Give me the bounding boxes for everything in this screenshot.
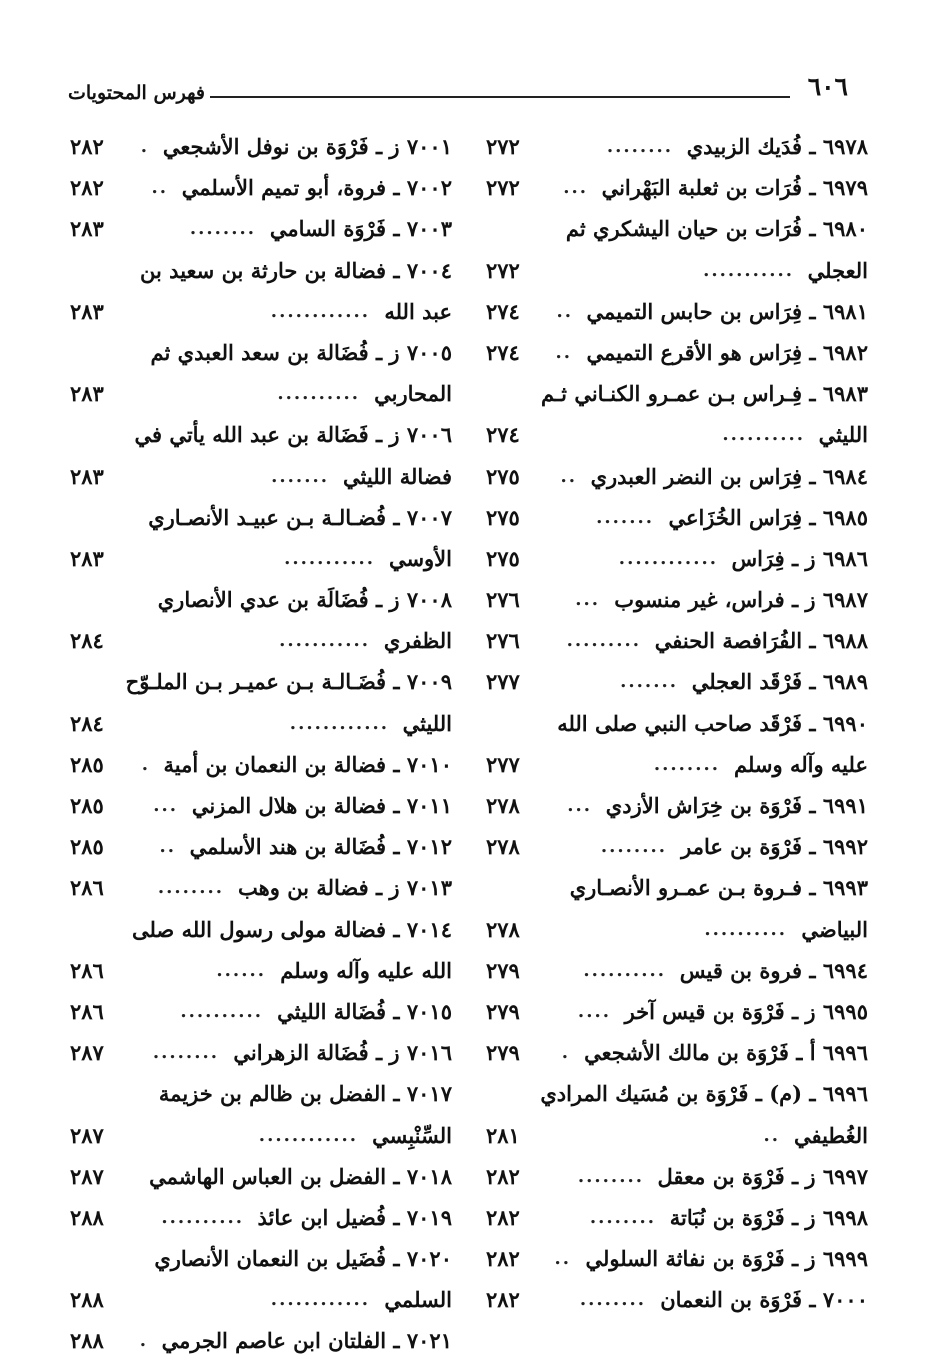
entry-title: ٧٠١٥ ـ فُضَالة الليثي (277, 998, 452, 1024)
page-ref: ٢٧٦ (486, 628, 520, 654)
index-entry (486, 1238, 868, 1279)
leader-dots: . (139, 1330, 148, 1352)
index-entry (70, 126, 452, 167)
index-entry (70, 950, 452, 991)
leader-dots: ... (567, 795, 592, 816)
leader-dots: . (140, 136, 149, 157)
leader-dots: ............ (270, 1289, 370, 1311)
entry-title: ٦٩٧٨ ـ فُدَيك الزبيدي (686, 134, 868, 159)
leader-dots: .......... (180, 1000, 263, 1022)
leader-dots: ......... (566, 630, 641, 652)
index-entry (70, 208, 452, 249)
page-ref: ٢٨٦ (70, 875, 104, 901)
page-ref: ٢٨٢ (486, 1163, 520, 1189)
index-entry (486, 579, 868, 620)
leader-dots: ............ (289, 712, 389, 734)
page-ref: ٢٨٣ (70, 545, 104, 571)
leader-dots: ........ (600, 836, 667, 858)
index-entry (486, 456, 868, 497)
index-entry (70, 620, 452, 661)
index-entry (70, 1073, 452, 1114)
entry-title: ٦٩٨٢ ـ فِرَاس هو الأقرع التميمي (586, 339, 868, 365)
index-entry (70, 332, 452, 373)
entry-title: ٦٩٩٧ ز ـ فَرْوَة بن معقل (657, 1163, 868, 1189)
index-entry (486, 1279, 868, 1320)
leader-dots: .......... (583, 959, 666, 981)
leader-dots: ....... (620, 671, 678, 693)
page-ref: ٢٧٢ (486, 175, 520, 201)
page-ref: ٢٧٤ (486, 298, 520, 324)
entry-title: ٦٩٨٤ ـ فِرَاس بن النضر العبدري (590, 463, 868, 489)
entry-title: ٧٠١١ ـ فضالة بن هلال المزني (191, 793, 452, 818)
entry-title: ٦٩٨٥ ـ فِرَاس الخُزَاعي (668, 504, 868, 530)
leader-dots: .. (555, 341, 572, 363)
entry-title: ٧٠٢٠ ـ فُضَيل بن النعمان الأنصاري (154, 1246, 452, 1272)
entry-title: ٦٩٨٨ ـ الفُرَافصة الحنفي (654, 628, 868, 654)
index-entry (486, 867, 868, 908)
page-ref: ٢٨٢ (70, 134, 104, 159)
entry-title: البياضي (801, 916, 868, 942)
index-entry (486, 208, 868, 249)
index-entry (486, 744, 868, 785)
index-entry (70, 414, 452, 455)
entry-title: ٧٠٠٦ ز ـ فَضَالة بن عبد الله يأتي في (134, 422, 452, 448)
page-ref: ٢٧٩ (486, 998, 520, 1024)
index-entry (70, 1238, 452, 1279)
index-entry (70, 1279, 452, 1320)
page-ref: ٢٨٦ (70, 957, 104, 983)
leader-dots: . (141, 753, 150, 775)
entry-title: ٦٩٩١ ـ فَرْوَة بن خِرَاش الأزدي (605, 793, 868, 818)
index-entry (486, 497, 868, 538)
index-entry (486, 991, 868, 1032)
page-ref: ٢٨٥ (70, 793, 104, 818)
index-entry (486, 785, 868, 826)
page-ref: ٢٧٥ (486, 463, 520, 489)
index-entry (486, 332, 868, 373)
index-entry (70, 497, 452, 538)
entry-title: ٦٩٩٥ ز ـ فَرْوَة بن قيس آخر (624, 998, 868, 1024)
leader-dots: ........ (606, 136, 673, 157)
index-entry (486, 1156, 868, 1197)
entry-title: ٦٩٨٧ ز ـ فراس، غير منسوب (614, 587, 868, 613)
index-entry (70, 250, 452, 291)
entry-title: السلمي (384, 1287, 452, 1313)
entry-title: المحاربي (374, 381, 452, 407)
leader-dots: .. (554, 1248, 571, 1270)
index-entry (486, 1032, 868, 1073)
leader-dots: ........ (152, 1042, 219, 1064)
index-entry (486, 909, 868, 950)
index-entry (486, 1073, 868, 1114)
entry-title: ٦٩٩٠ ـ فَرْقَد صاحب النبي صلى الله (557, 710, 868, 736)
entry-title: الليثي (818, 422, 868, 448)
page-ref: ٢٨٧ (70, 1040, 104, 1066)
page-ref: ٢٧٢ (486, 134, 520, 159)
leader-dots: ........... (279, 630, 370, 652)
index-entry (70, 579, 452, 620)
entry-title: ٦٩٨٦ ز ـ فِرَاس (731, 545, 868, 571)
entry-title: ٧٠١٨ ـ الفضل بن العباس الهاشمي (149, 1163, 452, 1189)
index-entry (70, 785, 452, 826)
entry-title: عليه وآله وسلم (734, 751, 868, 777)
index-entry (70, 291, 452, 332)
page-ref: ٢٨٥ (70, 751, 104, 777)
entry-title: ٧٠٠٧ ـ فُضـالـة بـن عبيـد الأنصـاري (148, 504, 452, 530)
leader-dots: ........ (589, 1206, 656, 1228)
entry-title: ٧٠٠٨ ز ـ فُضَالَة بن عدي الأنصاري (157, 587, 452, 613)
entry-title: ٧٠٠١ ز ـ فَرْوَة بن نوفل الأشجعي (162, 134, 452, 159)
index-entry (70, 826, 452, 867)
entry-title: ٦٩٨٩ ـ فَرْقَد العجلي (691, 669, 868, 695)
leader-dots: ........... (284, 547, 375, 569)
page-ref: ٢٨٣ (70, 298, 104, 324)
page-ref: ٢٧٢ (486, 257, 520, 283)
index-entry (70, 1320, 452, 1361)
leader-dots: .......... (722, 424, 805, 446)
index-entry (486, 620, 868, 661)
index-entry (70, 456, 452, 497)
page-ref: ٢٧٤ (486, 339, 520, 365)
leader-dots: ........ (653, 753, 720, 775)
leader-dots: ........... (703, 259, 794, 281)
page-ref: ٢٨٣ (70, 381, 104, 407)
index-entry (70, 1115, 452, 1156)
index-entry (486, 826, 868, 867)
leader-dots: .. (763, 1124, 780, 1146)
page-ref: ٢٧٨ (486, 834, 520, 860)
index-entry (486, 538, 868, 579)
entry-title: ٧٠٠٠ ـ فَرْوَة بن النعمان (660, 1287, 868, 1313)
index-entry (486, 126, 868, 167)
page-number: ٦٠٦ (807, 72, 848, 101)
entry-title: ٧٠٢١ ـ الفلتان ابن عاصم الجرمي (161, 1328, 452, 1354)
page-ref: ٢٧٩ (486, 1040, 520, 1066)
header-rule (210, 96, 790, 98)
index-entry (486, 291, 868, 332)
index-entry (70, 1032, 452, 1073)
entry-title: الليثي (402, 710, 452, 736)
entry-title: ٦٩٩٤ ـ فروة بن قيس (679, 957, 868, 983)
index-entry (486, 1115, 868, 1156)
leader-dots: ........ (579, 1289, 646, 1311)
page-ref: ٢٨٤ (70, 710, 104, 736)
leader-dots: .. (151, 177, 168, 199)
page-ref: ٢٨٨ (70, 1204, 104, 1230)
entry-title: ٦٩٩٨ ز ـ فَرْوَة بن نُبَاتة (669, 1204, 868, 1230)
entry-title: فضالة الليثي (343, 463, 452, 489)
index-entry (70, 703, 452, 744)
index-entry (70, 538, 452, 579)
index-entry (70, 661, 452, 702)
entry-title: ٦٩٨٠ ـ فُرَات بن حيان اليشكري ثم (565, 216, 868, 242)
page-ref: ٢٧٩ (486, 957, 520, 983)
entry-title: ٧٠٠٣ ـ فَرْوَة السامي (269, 216, 452, 242)
entry-title: ٦٩٨٣ ـ فِـراس بـن عمـرو الكنـاني ثـم (541, 381, 868, 407)
entry-title: عبد الله (384, 298, 452, 324)
index-entry (70, 1156, 452, 1197)
index-entry (486, 373, 868, 414)
leader-dots: . (561, 1042, 570, 1064)
entry-title: ٦٩٩٦ أ ـ فَرْوَة بن مالك الأشجعي (584, 1040, 868, 1066)
leader-dots: .. (556, 300, 573, 322)
page-ref: ٢٧٦ (486, 587, 520, 613)
page-ref: ٢٨٣ (70, 216, 104, 242)
index-entry (70, 1197, 452, 1238)
leader-dots: ........ (577, 1165, 644, 1187)
section-title: فهرس المحتويات (68, 82, 205, 104)
entry-title: ٦٩٩٢ ـ فَرْوَة بن عامر (681, 834, 868, 860)
leader-dots: ............ (270, 300, 370, 322)
entry-title: ٦٩٨١ ـ فِرَاس بن حابس التميمي (586, 298, 868, 324)
entry-title: ٦٩٧٩ ـ فُرَات بن ثعلبة البَهْراني (601, 175, 868, 201)
leader-dots: ............ (618, 547, 718, 569)
index-entry (70, 167, 452, 208)
page-ref: ٢٨٢ (486, 1246, 520, 1272)
entry-title: العجلي (807, 257, 868, 283)
page-ref: ٢٧٧ (486, 751, 520, 777)
index-entry (486, 250, 868, 291)
index-column-right (486, 126, 868, 1320)
index-entry (486, 661, 868, 702)
leader-dots: ... (563, 177, 588, 199)
index-entry (70, 373, 452, 414)
leader-dots: ....... (596, 506, 654, 528)
entry-title: ٧٠١٢ ـ فُضَالة بن هند الأسلمي (189, 834, 452, 860)
page-ref: ٢٧٥ (486, 545, 520, 571)
entry-title: السِّنْبِسي (372, 1122, 452, 1148)
entry-title: ٧٠١٩ ـ فُضيل ابن عائذ (257, 1204, 452, 1230)
index-entry (70, 744, 452, 785)
page-ref: ٢٨٥ (70, 834, 104, 860)
entry-title: الغُطيفي (793, 1122, 868, 1148)
entry-title: ٦٩٩٦ ـ (م) ـ فَرْوَة بن مُسَيك المرادي (540, 1081, 868, 1107)
page-ref: ٢٨١ (486, 1122, 520, 1148)
entry-title: ٦٩٩٣ ـ فـروة بـن عمـرو الأنصـاري (569, 875, 868, 901)
page-ref: ٢٨٦ (70, 998, 104, 1024)
index-entry (70, 867, 452, 908)
leader-dots: ........ (157, 877, 224, 899)
entry-title: الله عليه وآله وسلم (280, 957, 452, 983)
leader-dots: ............ (258, 1124, 358, 1146)
entry-title: الظفري (383, 628, 452, 654)
index-column-left (70, 126, 452, 1362)
page-ref: ٢٧٧ (486, 669, 520, 695)
entry-title: ٧٠١٧ ـ الفضل بن ظالم بن خزيمة (158, 1081, 452, 1107)
leader-dots: .......... (704, 918, 787, 940)
page-ref: ٢٨٨ (70, 1287, 104, 1313)
index-entry (486, 703, 868, 744)
leader-dots: ....... (271, 465, 329, 487)
index-entry (486, 1197, 868, 1238)
entry-title: ٦٩٩٩ ز ـ فَرْوَة بن نفاثة السلولي (585, 1246, 868, 1272)
page-ref: ٢٨٧ (70, 1163, 104, 1189)
entry-title: ٧٠٠٤ ـ فضالة بن حارثة بن سعيد بن (140, 257, 452, 283)
leader-dots: .......... (161, 1206, 244, 1228)
index-entry (486, 950, 868, 991)
page-ref: ٢٨٢ (70, 175, 104, 201)
page-ref: ٢٨٧ (70, 1122, 104, 1148)
index-entry (70, 909, 452, 950)
page-ref: ٢٧٤ (486, 422, 520, 448)
index-entry (486, 414, 868, 455)
leader-dots: .......... (277, 383, 360, 405)
page-ref: ٢٨٢ (486, 1204, 520, 1230)
entry-title: ٧٠٠٥ ز ـ فُضَالة بن سعد العبدي ثم (150, 339, 452, 365)
page-ref: ٢٨٤ (70, 628, 104, 654)
page-ref: ٢٧٥ (486, 504, 520, 530)
entry-title: ٧٠٠٢ ـ فروة، أبو تميم الأسلمي (181, 175, 452, 201)
entry-title: ٧٠٠٩ ـ فُضَـالـة بـن عميـر بـن الملـوّح (125, 669, 452, 695)
index-entry (70, 991, 452, 1032)
leader-dots: ........ (189, 218, 256, 240)
leader-dots: .. (560, 465, 577, 487)
entry-title: ٧٠١٠ ـ فضالة بن النعمان بن أمية (163, 751, 452, 777)
leader-dots: ... (575, 589, 600, 611)
leader-dots: .... (577, 1000, 611, 1022)
page-ref: ٢٨٢ (486, 1287, 520, 1313)
index-entry (486, 167, 868, 208)
leader-dots: ... (153, 795, 178, 816)
entry-title: ٧٠١٤ ـ فضالة مولى رسول الله صلى (131, 916, 452, 942)
page-ref: ٢٧٨ (486, 916, 520, 942)
page-ref: ٢٨٣ (70, 463, 104, 489)
entry-title: ٧٠١٦ ز ـ فُضَالة الزهراني (233, 1040, 452, 1066)
leader-dots: ...... (216, 959, 266, 981)
entry-title: ٧٠١٣ ز ـ فضالة بن وهب (238, 875, 452, 901)
page-ref: ٢٧٨ (486, 793, 520, 818)
page-header (68, 70, 848, 110)
page-ref: ٢٨٨ (70, 1328, 104, 1354)
entry-title: الأوسي (388, 545, 452, 571)
leader-dots: .. (159, 836, 176, 858)
